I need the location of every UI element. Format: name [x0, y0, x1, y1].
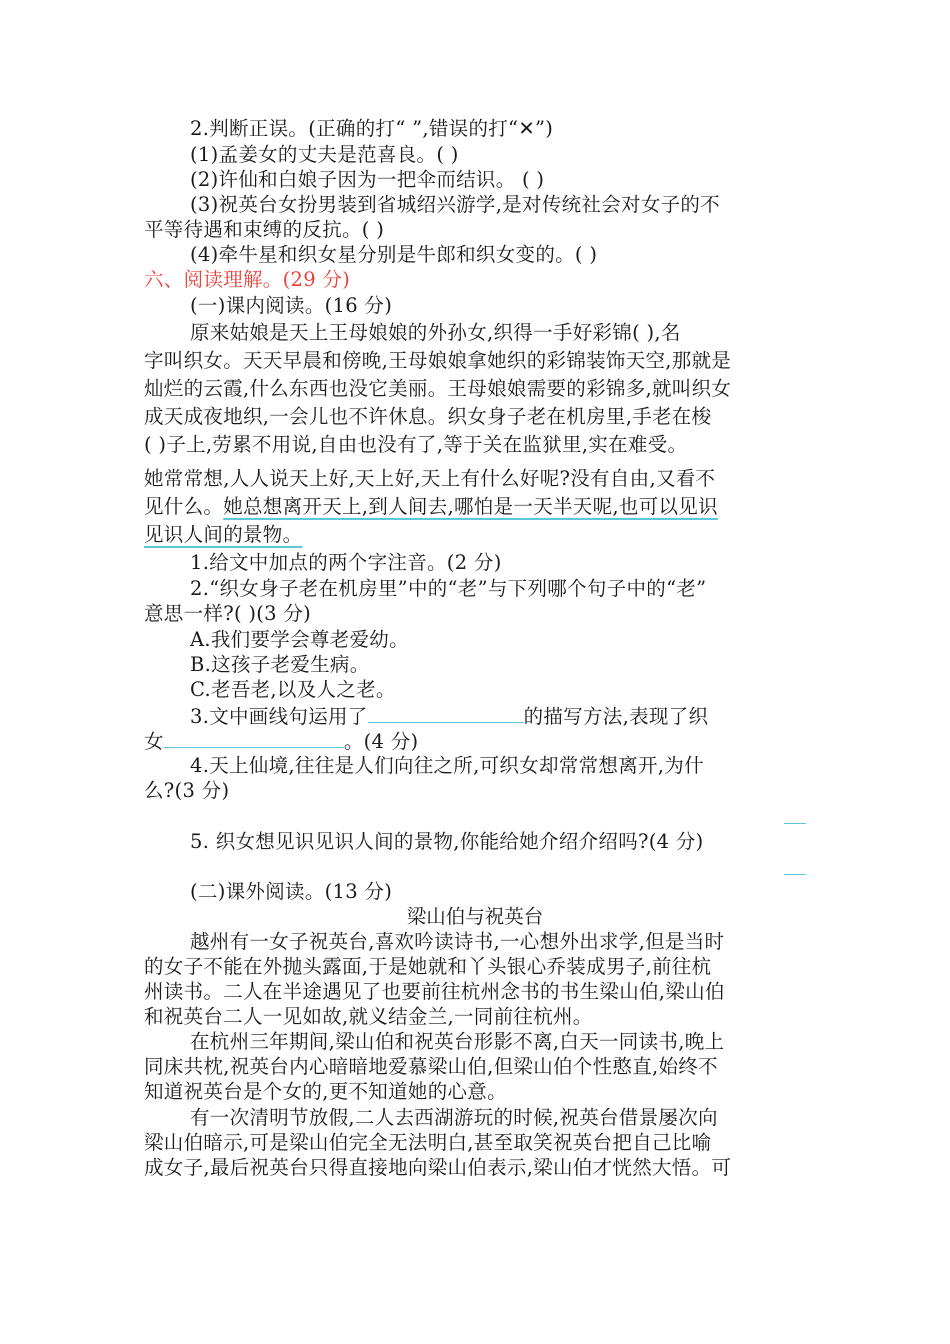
- question-2-cont: 意思一样?( )(3 分): [144, 602, 312, 625]
- passage2-line-3: 州读书。二人在半途遇见了也要前往杭州念书的书生梁山伯,梁山伯: [144, 980, 725, 1003]
- question-3-text-d: 。(4 分): [343, 730, 419, 753]
- question-3-cont: [144, 727, 418, 755]
- answer-blank-method[interactable]: [368, 702, 524, 723]
- passage1-line-6: 她常常想,人人说天上好,天上好,天上有什么好呢?没有自由,又看不: [144, 467, 716, 490]
- passage2-line-6: 同床共枕,祝英台内心暗暗地爱慕梁山伯,但梁山伯个性憨直,始终不: [144, 1055, 718, 1078]
- answer-blank-shows[interactable]: [164, 727, 344, 748]
- passage1-line-7: [144, 494, 718, 520]
- part1-heading: (一)课内阅读。(16 分): [190, 294, 393, 317]
- judge-item-1: (1)孟姜女的丈夫是范喜良。( ): [190, 143, 459, 166]
- underlined-sentence-part2: 见识人间的景物。: [144, 523, 303, 546]
- passage1-line-4: 成天成夜地织,一会儿也不许休息。织女身子老在机房里,手老在梭: [144, 405, 712, 428]
- passage2-line-7: 知道祝英台是个女的,更不知道她的心意。: [144, 1080, 507, 1103]
- question-3: [190, 702, 708, 730]
- passage2-line-10: 成女子,最后祝英台只得直接地向梁山伯表示,梁山伯才恍然大悟。可: [144, 1156, 732, 1179]
- story-title: 梁山伯与祝英台: [406, 905, 544, 928]
- answer-line-q4[interactable]: [784, 823, 806, 824]
- judge-item-3: (3)祝英台女扮男装到省城绍兴游学,是对传统社会对女子的不: [190, 193, 721, 216]
- passage1-line-1: 原来姑娘是天上王母娘娘的外孙女,织得一手好彩锦( ),名: [190, 321, 681, 344]
- question-2-option-a: A.我们要学会尊老爱幼。: [190, 628, 409, 651]
- passage2-line-9: 梁山伯暗示,可是梁山伯完全无法明白,甚至取笑祝英台把自己比喻: [144, 1131, 712, 1154]
- question-3-text-a: 3.文中画线句运用了: [190, 705, 368, 728]
- question-5: 5. 织女想见识见识人间的景物,你能给她介绍介绍吗?(4 分): [190, 830, 704, 853]
- passage1-line-8: [144, 522, 302, 548]
- question-1: 1.给文中加点的两个字注音。(2 分): [190, 551, 502, 574]
- passage1-line-7-plain: 见什么。: [144, 495, 224, 518]
- question-4: 4.天上仙境,往往是人们向往之所,可织女却常常想离开,为什: [190, 754, 704, 777]
- answer-line-q5[interactable]: [784, 874, 806, 875]
- question-2-option-c: C.老吾老,以及人之老。: [190, 678, 396, 701]
- question-3-text-b: 的描写方法,表现了织: [523, 705, 709, 728]
- question-2-option-b: B.这孩子老爱生病。: [190, 653, 370, 676]
- judge-heading: 2.判断正误。(正确的打“ ”,错误的打“✕”): [190, 117, 554, 140]
- underlined-sentence-part1: 她总想离开天上,到人间去,哪怕是一天半天呢,也可以见识: [223, 495, 718, 518]
- judge-item-4: (4)牵牛星和织女星分别是牛郎和织女变的。( ): [190, 243, 598, 266]
- judge-item-2: (2)许仙和白娘子因为一把伞而结识。 ( ): [190, 168, 545, 191]
- question-2: 2.“织女身子老在机房里”中的“老”与下列哪个句子中的“老”: [190, 577, 707, 600]
- passage2-line-5: 在杭州三年期间,梁山伯和祝英台形影不离,白天一同读书,晚上: [190, 1030, 725, 1053]
- part2-heading: (二)课外阅读。(13 分): [190, 880, 393, 903]
- passage2-line-2: 的女子不能在外抛头露面,于是她就和丫头银心乔装成男子,前往杭: [144, 955, 712, 978]
- question-4-cont: 么?(3 分): [144, 779, 230, 802]
- passage1-line-5: ( )子上,劳累不用说,自由也没有了,等于关在监狱里,实在难受。: [144, 433, 688, 456]
- section-6-heading: 六、阅读理解。(29 分): [144, 268, 351, 291]
- question-3-text-c: 女: [144, 730, 164, 753]
- passage2-line-8: 有一次清明节放假,二人去西湖游玩的时候,祝英台借景屡次向: [190, 1106, 718, 1129]
- judge-item-3-cont: 平等待遇和束缚的反抗。( ): [144, 218, 385, 241]
- passage1-line-2: 字叫织女。天天早晨和傍晚,王母娘娘拿她织的彩锦装饰天空,那就是: [144, 349, 732, 372]
- passage2-line-1: 越州有一女子祝英台,喜欢吟读诗书,一心想外出求学,但是当时: [190, 930, 725, 953]
- passage2-line-4: 和祝英台二人一见如故,就义结金兰,一同前往杭州。: [144, 1005, 593, 1028]
- passage1-line-3: 灿烂的云霞,什么东西也没它美丽。王母娘娘需要的彩锦多,就叫织女: [144, 377, 732, 400]
